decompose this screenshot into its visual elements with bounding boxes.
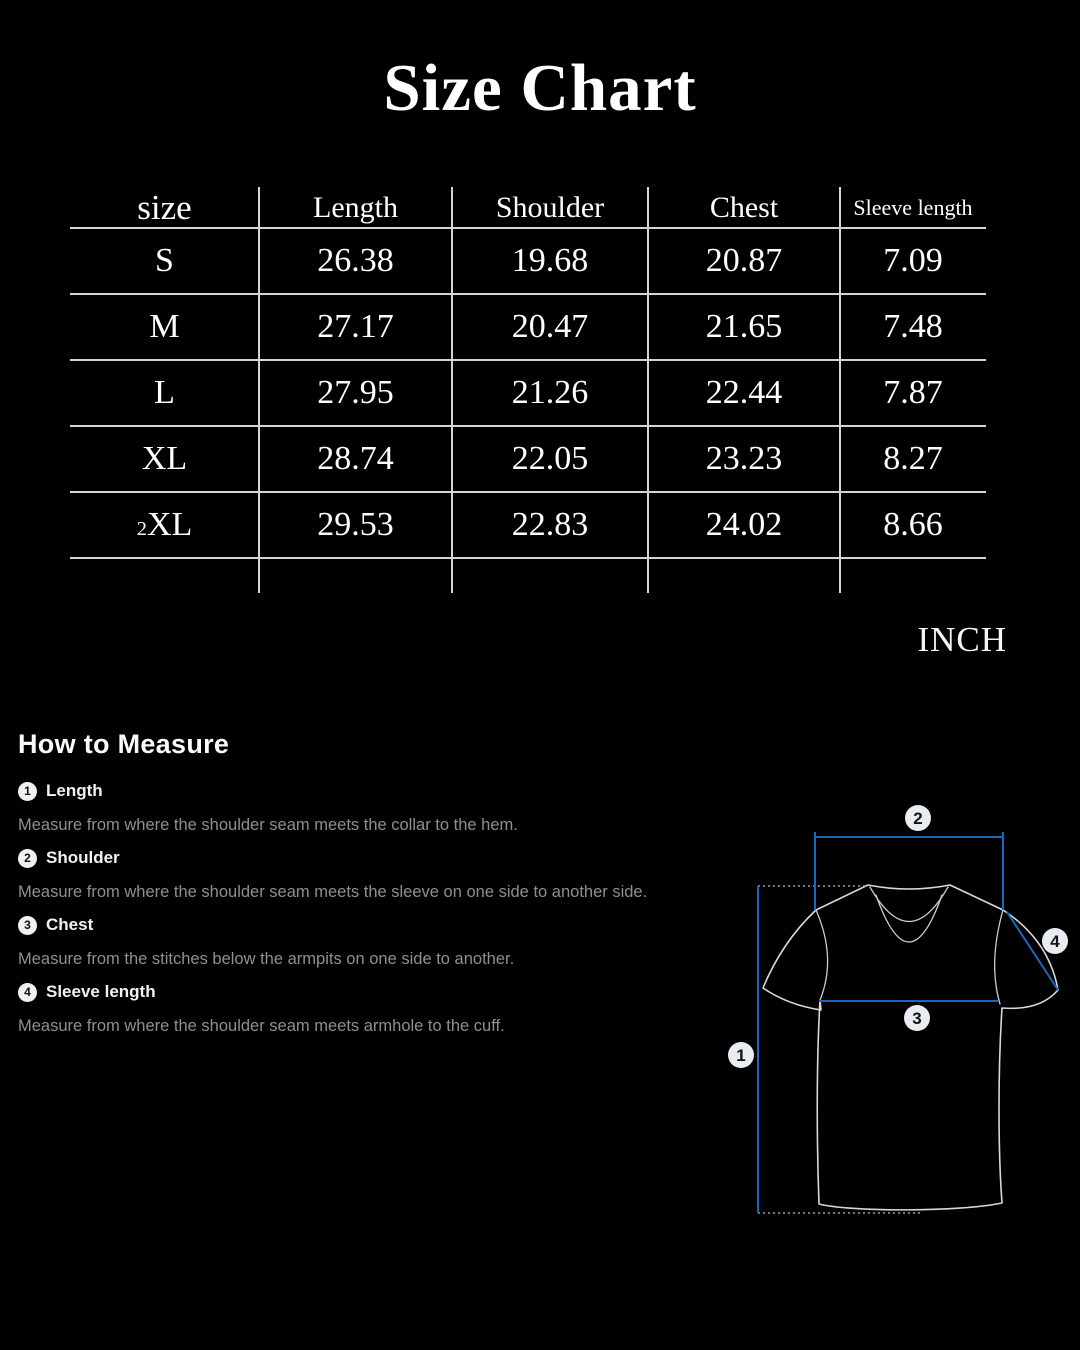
row-l-sleeve: 7.87 <box>883 374 943 411</box>
size-table <box>70 187 986 593</box>
row-2xl-size: 2XL <box>136 506 193 543</box>
measure-item-label: Chest <box>46 915 94 934</box>
measure-item-description: Measure from the stitches below the armpits on one side to another. <box>18 950 515 968</box>
row-s-shoulder: 19.68 <box>511 242 589 279</box>
row-2xl-chest: 24.02 <box>705 506 783 543</box>
measure-item-label-row <box>18 781 688 801</box>
row-m-length: 27.17 <box>317 308 394 345</box>
row-s-size: S <box>155 242 174 279</box>
row-l-size: L <box>154 374 175 411</box>
how-to-measure-heading: How to Measure <box>18 729 230 759</box>
number-badge: 4 <box>18 983 37 1002</box>
row-xl-length: 28.74 <box>317 440 394 477</box>
measure-item-label-row <box>18 915 688 935</box>
row-xl-shoulder: 22.05 <box>511 440 589 477</box>
table-divider <box>839 187 841 593</box>
row-l-length: 27.95 <box>317 374 394 411</box>
table-rule <box>70 557 986 559</box>
table-rule <box>70 491 986 493</box>
number-badge: 1 <box>18 782 37 801</box>
measure-item-description: Measure from where the shoulder seam meets the sleeve on one side to another side. <box>18 883 648 901</box>
table-divider <box>647 187 649 593</box>
row-xl-size: XL <box>141 440 188 477</box>
measure-item-chest <box>18 915 688 969</box>
row-s-chest: 20.87 <box>705 242 783 279</box>
tshirt-measurement-diagram <box>700 780 1080 1350</box>
measure-item-shoulder <box>18 848 688 902</box>
column-header-chest: Chest <box>709 191 779 224</box>
badge-number-1: 1 <box>736 1046 746 1065</box>
measure-item-sleeve-length <box>18 982 688 1036</box>
size-table-grid <box>70 187 986 558</box>
row-l-shoulder: 21.26 <box>511 374 589 411</box>
row-2xl-shoulder: 22.83 <box>511 506 589 543</box>
table-rule <box>70 293 986 295</box>
measure-item-label: Shoulder <box>46 848 120 867</box>
row-m-size: M <box>149 308 180 345</box>
row-2xl-sleeve: 8.66 <box>883 506 943 543</box>
column-header-shoulder: Shoulder <box>495 191 605 224</box>
number-badge: 3 <box>18 916 37 935</box>
table-divider <box>258 187 260 593</box>
measure-item-description: Measure from where the shoulder seam meets the collar to the hem. <box>18 816 518 834</box>
page-title: Size Chart <box>383 51 697 125</box>
row-2xl-length: 29.53 <box>317 506 394 543</box>
row-xl-sleeve: 8.27 <box>883 440 943 477</box>
row-xl-chest: 23.23 <box>705 440 783 477</box>
tshirt-outline <box>763 885 1058 1210</box>
column-header-sleeve-length: Sleeve length <box>853 195 973 220</box>
dotted-guide-lines <box>758 886 922 1213</box>
row-m-shoulder: 20.47 <box>511 308 589 345</box>
measure-item-label: Sleeve length <box>46 982 156 1001</box>
table-rule <box>70 425 986 427</box>
unit-label: INCH <box>917 620 1007 659</box>
row-s-length: 26.38 <box>317 242 394 279</box>
table-rule <box>70 359 986 361</box>
column-header-length: Length <box>313 191 398 224</box>
measure-item-label-row <box>18 982 688 1002</box>
number-badge: 2 <box>18 849 37 868</box>
row-s-sleeve: 7.09 <box>883 242 943 279</box>
measure-item-length <box>18 781 688 835</box>
row-m-sleeve: 7.48 <box>883 308 943 345</box>
row-m-chest: 21.65 <box>705 308 783 345</box>
measure-item-description: Measure from where the shoulder seam meets armhole to the cuff. <box>18 1017 505 1035</box>
tshirt-diagram-svg <box>700 780 1080 1350</box>
column-header-size: size <box>137 188 192 227</box>
table-divider <box>451 187 453 593</box>
measure-item-label-row <box>18 848 688 868</box>
badge-number-4: 4 <box>1050 932 1060 951</box>
measure-item-label: Length <box>46 781 103 800</box>
row-l-chest: 22.44 <box>705 374 783 411</box>
badge-number-3: 3 <box>912 1009 922 1028</box>
tshirt-seams <box>816 887 1003 1004</box>
badge-number-2: 2 <box>913 809 923 828</box>
table-rule <box>70 227 986 229</box>
